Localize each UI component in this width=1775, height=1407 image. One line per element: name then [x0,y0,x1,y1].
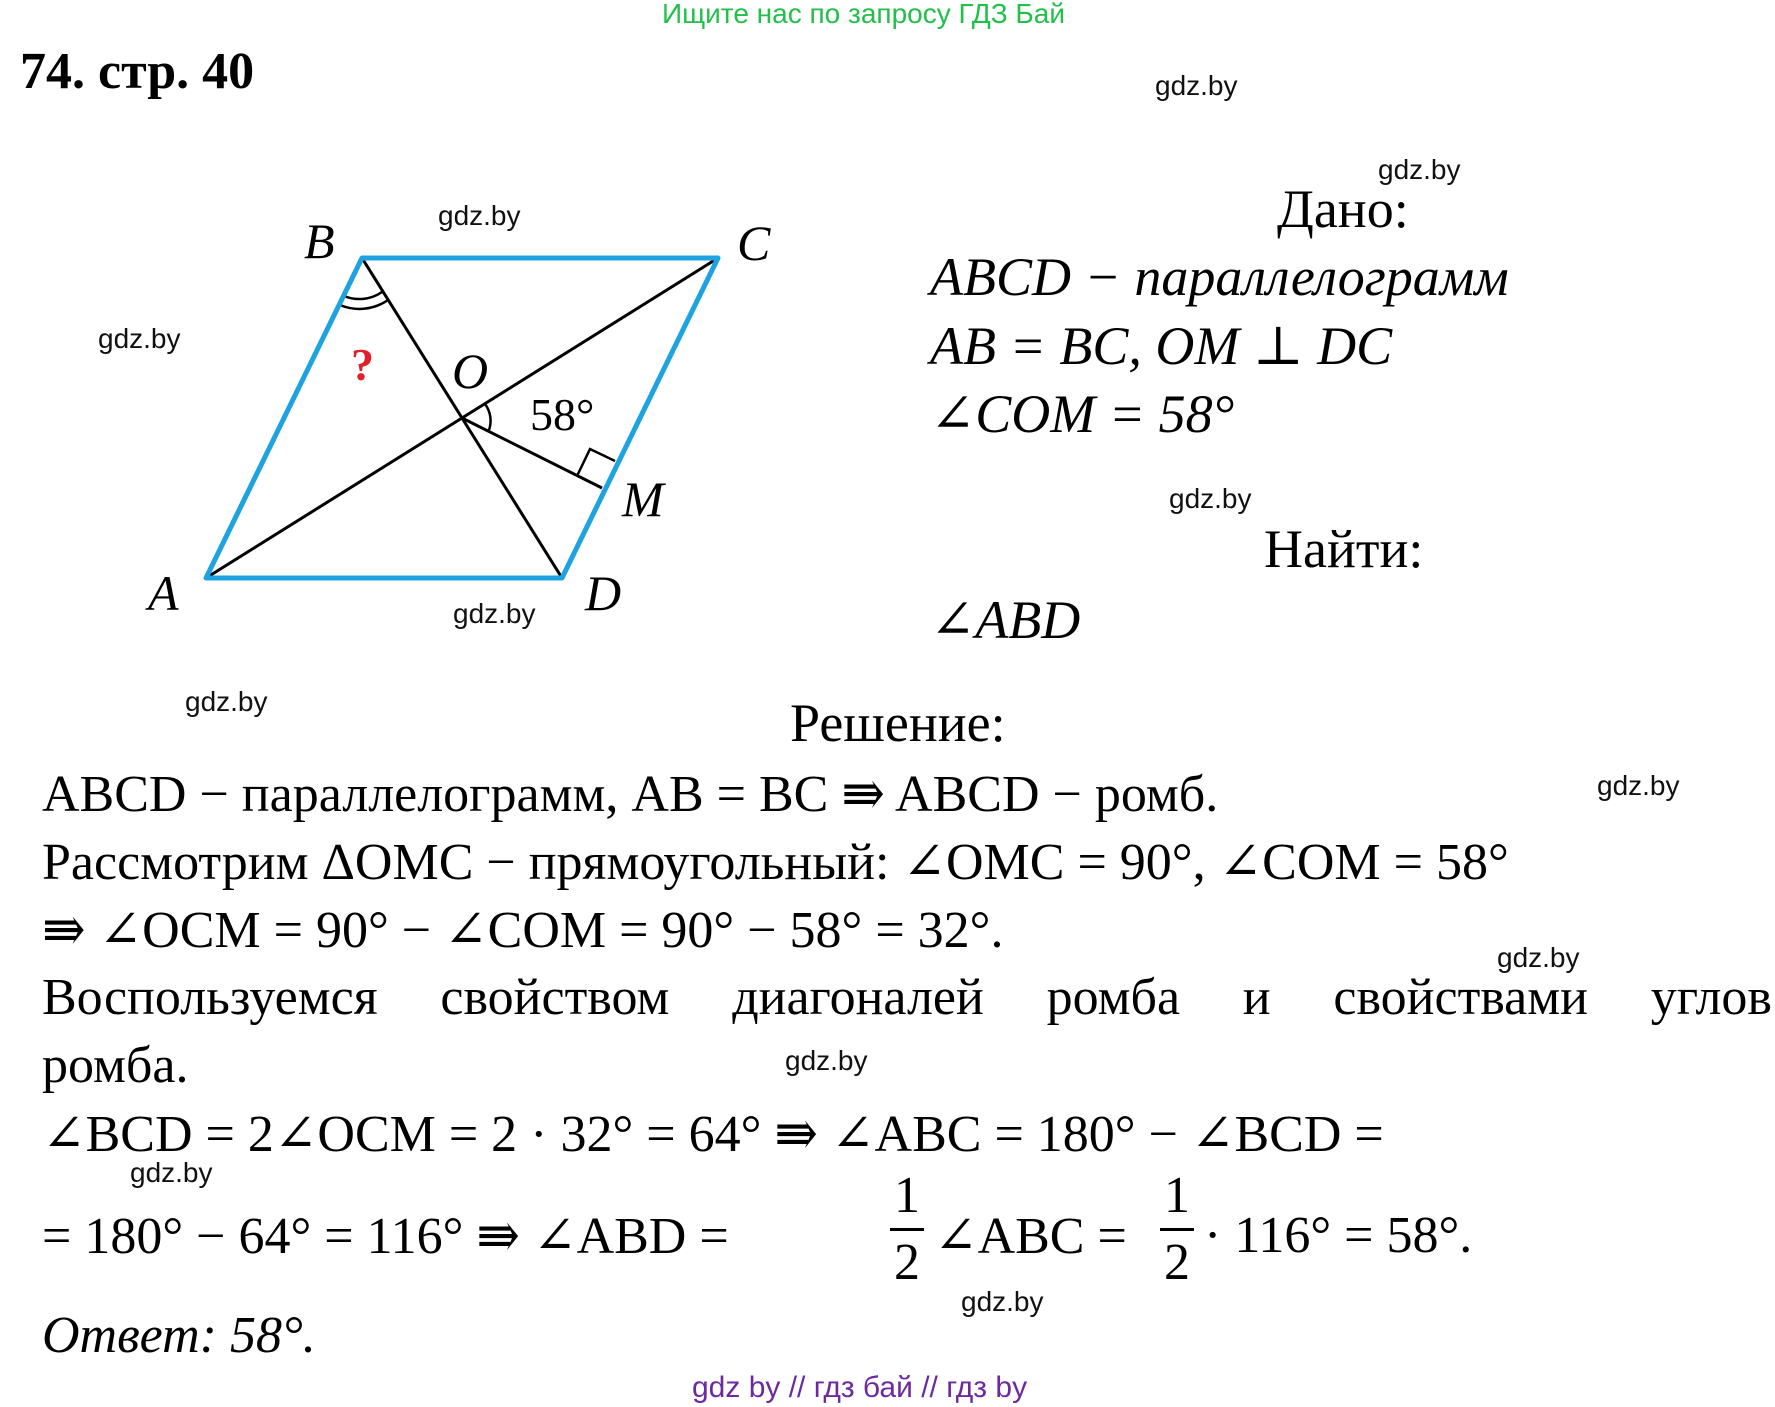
word: углов [1650,969,1772,1026]
watermark: gdz.by [1169,483,1252,514]
vertex-label-d: D [585,565,622,621]
word: свойством [440,969,670,1026]
point-label-o: O [452,343,489,399]
fraction-denominator: 2 [1164,1234,1190,1291]
fraction-one-half [1160,1167,1194,1291]
answer: Ответ: 58°. [42,1307,316,1364]
solution-line-3: ⇛ ∠OCM = 90° − ∠COM = 90° − 58° = 32°. [42,902,1004,959]
watermark: gdz.by [1378,154,1461,185]
watermark: gdz.by [130,1157,213,1188]
solution-heading: Решение: [790,693,1006,753]
word: свойствами [1333,969,1588,1026]
word: диагоналей [732,969,984,1026]
solution-line-5: ромба. [42,1037,189,1094]
watermark: gdz.by [961,1286,1044,1317]
given-line-2: AB = BC, OM ⊥ DC [930,316,1393,376]
solution-line-2: Рассмотрим ΔOMC − прямоугольный: ∠OMC = 90°, ∠COM = 58° [42,834,1509,891]
angle-abd-arc-inner [344,292,382,299]
watermark: gdz.by [1155,70,1238,101]
solution-line-4 [42,968,1772,1027]
angle-abd-arc-outer [340,300,388,309]
fraction-numerator: 1 [894,1167,920,1224]
fraction-numerator: 1 [1164,1167,1190,1224]
given-heading: Дано: [1277,179,1409,239]
solution-line-7-b: ∠ABC = [934,1208,1127,1265]
watermark: gdz.by [185,686,268,717]
watermark: gdz.by [1497,942,1580,973]
vertex-label-c: C [737,215,771,271]
page-title: 74. стр. 40 [20,43,255,100]
word: Воспользуемся [42,969,378,1026]
find-line: ∠ABD [930,590,1081,650]
watermark: gdz.by [453,598,536,629]
angle-com-arc [485,404,491,430]
question-mark: ? [351,339,374,390]
point-label-m: M [622,471,664,527]
vertex-label-b: B [304,213,335,269]
solution-line-1: ABCD − параллелограмм, AB = BC ⇛ ABCD − ромб. [42,766,1219,823]
find-heading: Найти: [1264,519,1424,579]
fraction-bar [890,1228,924,1231]
word: ромба [1046,969,1181,1026]
watermark: gdz.by [1597,770,1680,801]
watermark: gdz.by [438,200,521,231]
parallelogram-figure [0,0,900,660]
vertex-label-a: A [148,565,179,621]
fraction-denominator: 2 [894,1234,920,1291]
solution-line-6: ∠BCD = 2∠OCM = 2 · 32° = 64° ⇛ ∠ABC = 180° − ∠BCD = [42,1106,1384,1163]
given-line-1: ABCD − параллелограмм [930,247,1509,307]
solution-line-7-c: · 116° = 58°. [1204,1207,1473,1264]
watermark: gdz.by [98,323,181,354]
fraction-bar [1160,1228,1194,1231]
search-banner: Ищите нас по запросу ГДЗ Бай [662,0,1066,29]
solution-line-7-a: = 180° − 64° = 116° ⇛ ∠ABD = [42,1208,729,1265]
word: и [1242,969,1271,1026]
watermark: gdz.by [785,1045,868,1076]
right-angle-mark [577,449,615,476]
footer-links: gdz by // гдз бай // гдз by [692,1371,1028,1404]
angle-label-58: 58° [530,389,595,440]
given-line-3: ∠COM = 58° [930,384,1235,444]
fraction-one-half [890,1167,924,1291]
